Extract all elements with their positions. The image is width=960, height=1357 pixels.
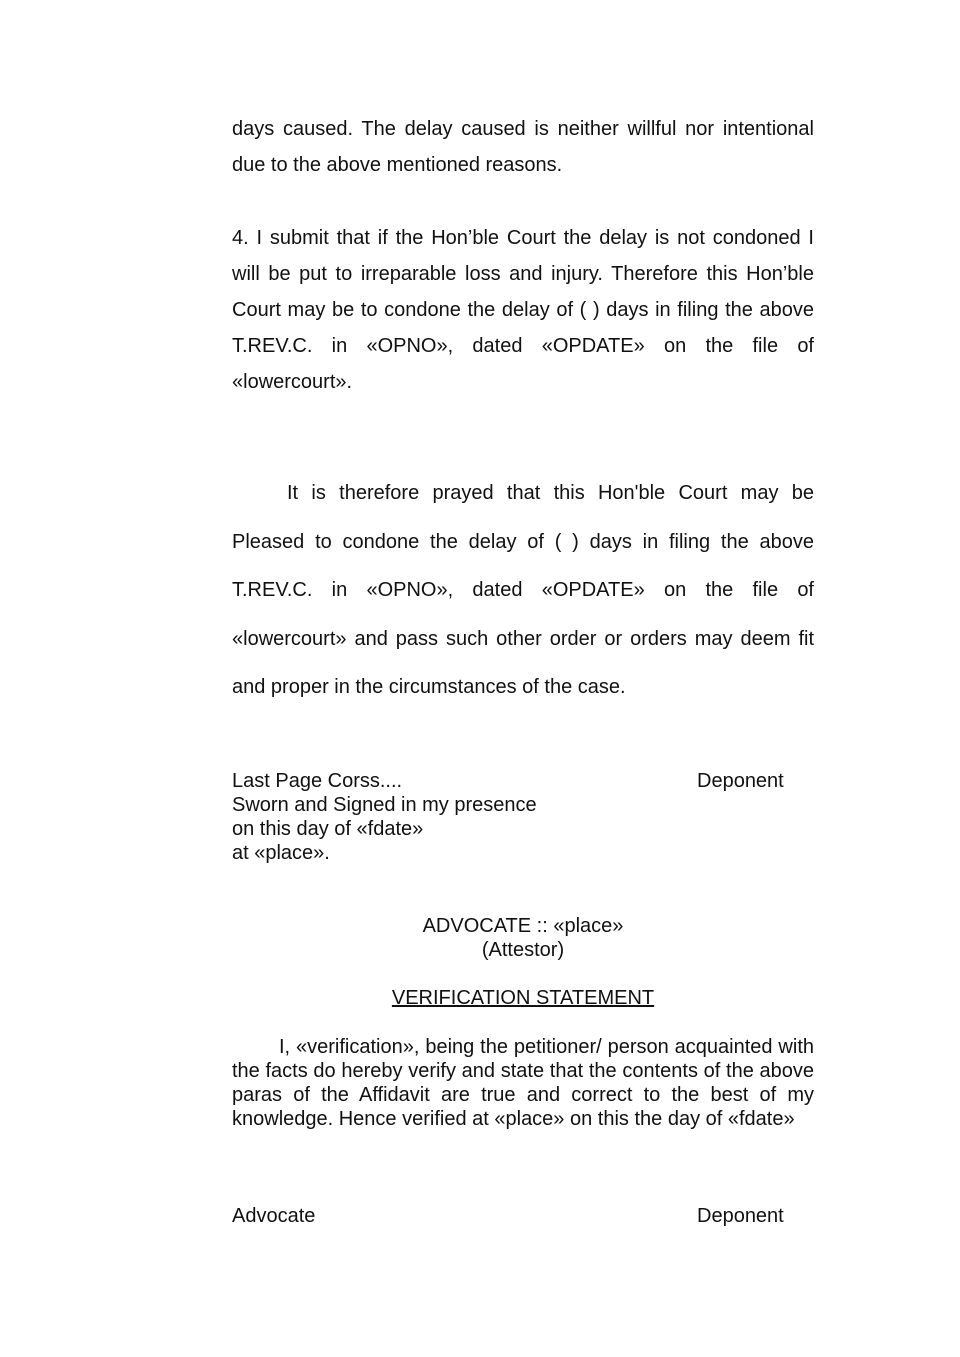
advocate-place-line: ADVOCATE :: «place» [422,915,624,937]
paragraph-continuation: days caused. The delay caused is neither willful nor intentional due to the above mentioned reasons. [232,118,814,176]
prayer-paragraph: It is therefore prayed that this Hon'ble Court may be Pleased to condone the delay of ( ) days in filing the above T.REV.C. in «OPNO», dated «OPDATE» on the file of «lowercourt» and pass such other order or orders may deem fit and proper in the circumstances of the case. [232,482,814,698]
last-page-label: Last Page Corss.... [232,770,403,792]
sworn-line: on this day of «fdate» [232,818,424,840]
advocate-attestor-block [232,914,814,962]
attestor-label: (Attestor) [481,939,565,961]
sworn-block [232,793,537,865]
sworn-line: Sworn and Signed in my presence [232,794,537,816]
verification-body: I, «verification», being the petitioner/ person acquainted with the facts do hereby verify and state that the contents of the above paras of the Affidavit are true and correct to the best of my knowledge. Hence verified at «place» on this the day of «fdate» [232,1036,814,1130]
deponent-signature-label: Deponent [697,1205,784,1227]
sworn-line: at «place». [232,842,330,864]
paragraph-4: 4. I submit that if the Hon’ble Court the delay is not condoned I will be put to irreparable loss and injury. Therefore this Hon’ble Court may be to condone the delay of ( ) days in filing the above T.REV.C. in «OPNO», dated «OPDATE» on the file of «lowercourt». [232,227,814,393]
advocate-signature-label: Advocate [232,1205,316,1227]
deponent-label-top: Deponent [697,770,784,792]
verification-heading: VERIFICATION STATEMENT [391,987,655,1009]
